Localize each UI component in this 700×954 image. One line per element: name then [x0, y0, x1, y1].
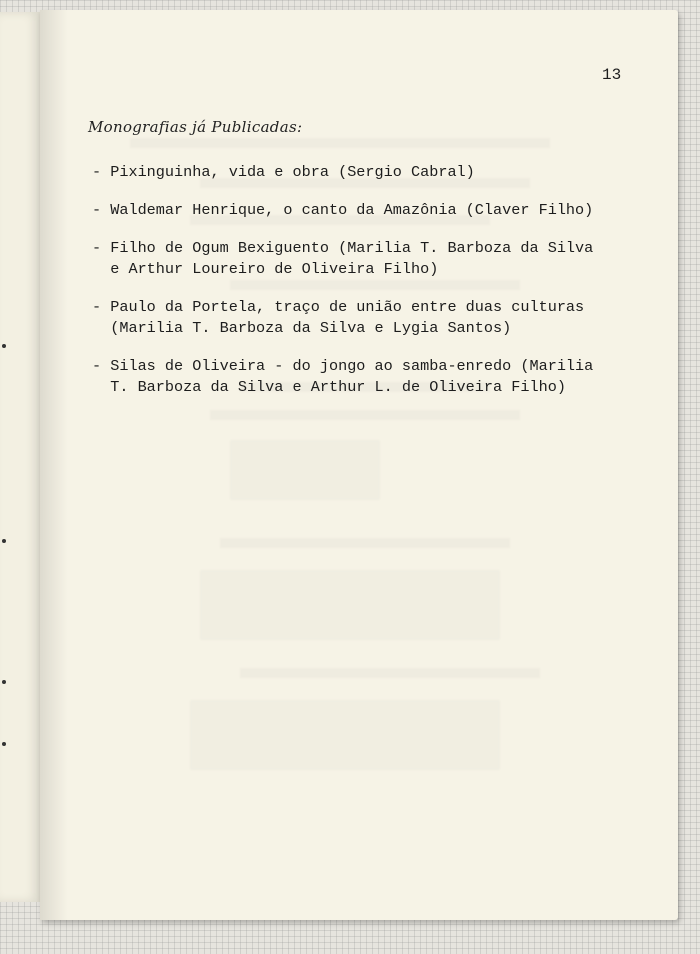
- publication-line: - Silas de Oliveira - do jongo ao samba-enredo (Marilia: [92, 357, 594, 375]
- publication-line: T. Barboza da Silva e Arthur L. de Oliveira Filho): [92, 378, 566, 396]
- publication-line: - Filho de Ogum Bexiguento (Marilia T. Barboza da Silva: [92, 239, 594, 257]
- publication-line: - Pixinguinha, vida e obra (Sergio Cabral): [92, 163, 475, 181]
- section-heading: Monografias já Publicadas:: [88, 118, 303, 136]
- list-item: [92, 297, 593, 339]
- publication-line: - Waldemar Henrique, o canto da Amazônia (Claver Filho): [92, 201, 594, 219]
- margin-mark: [2, 680, 6, 684]
- list-item: [92, 238, 593, 280]
- publication-line: - Paulo da Portela, traço de união entre duas culturas: [92, 298, 585, 316]
- page-number: 13: [602, 66, 622, 84]
- document-page: [40, 10, 678, 920]
- publication-line: (Marilia T. Barboza da Silva e Lygia Santos): [92, 319, 512, 337]
- margin-mark: [2, 344, 6, 348]
- facing-page-edge: [0, 12, 40, 902]
- margin-mark: [2, 742, 6, 746]
- show-through-texture: [40, 10, 678, 920]
- list-item: [92, 200, 593, 221]
- publication-list: [92, 162, 593, 415]
- margin-mark: [2, 539, 6, 543]
- list-item: [92, 162, 593, 183]
- list-item: [92, 356, 593, 398]
- publication-line: e Arthur Loureiro de Oliveira Filho): [92, 260, 439, 278]
